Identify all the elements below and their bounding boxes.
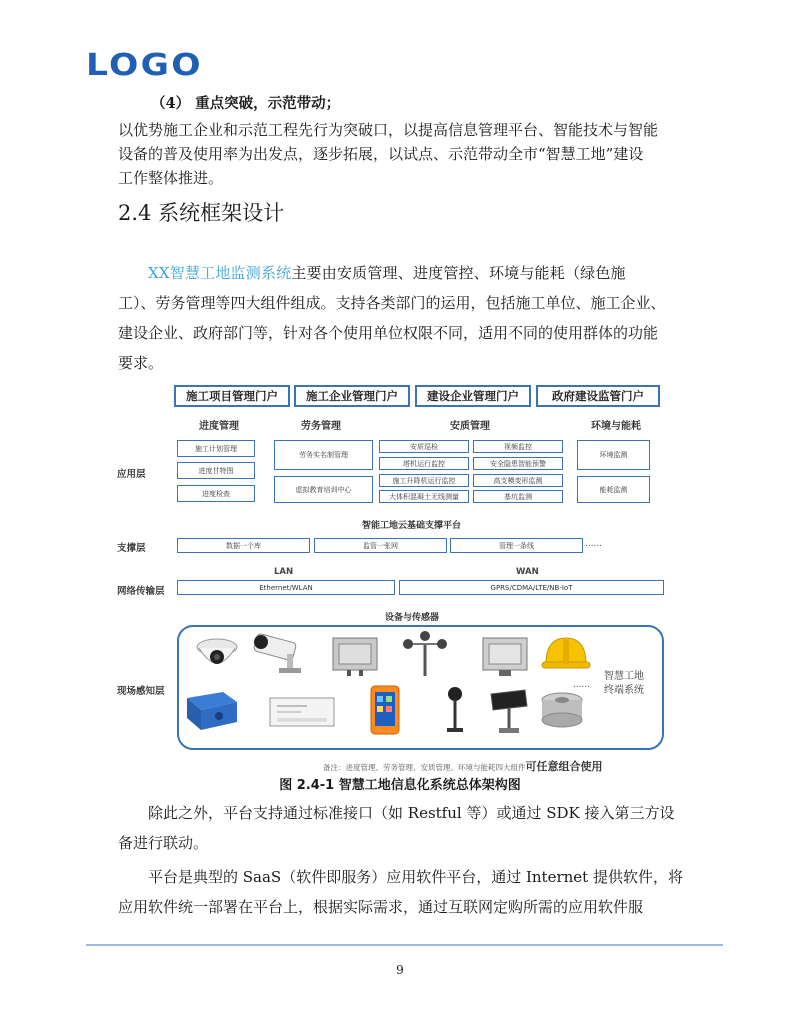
- labor-item: 劳务实名制管理: [274, 440, 373, 470]
- safety-helmet: [540, 630, 592, 678]
- system-name-highlight: XX智慧工地监测系统: [148, 264, 292, 282]
- figure-caption: 图 2.4-1 智慧工地信息化系统总体架构图: [279, 778, 521, 793]
- logo: LOGO: [86, 48, 203, 83]
- safety-item: 安全隐患智能预警: [473, 457, 563, 470]
- network-lan-label: LAN: [274, 567, 294, 577]
- paragraph-line: 平台是典型的 SaaS（软件即服务）应用软件平台，通过 Internet 提供软件，将: [148, 868, 683, 886]
- solar-sensor: [485, 684, 531, 736]
- support-title: 智能工地云基础支撑平台: [362, 521, 462, 531]
- layer-app: 应用层: [117, 469, 146, 480]
- category-safety: 安质管理: [450, 421, 490, 432]
- dome-camera: [193, 632, 241, 674]
- network-wan-label: WAN: [516, 567, 539, 577]
- network-lan-box: Ethernet/WLAN: [177, 580, 395, 595]
- progress-item: 进度检查: [177, 485, 255, 502]
- note-suffix: 可任意组合使用: [525, 760, 603, 773]
- devices-title: 设备与传感器: [385, 613, 440, 623]
- bullet-camera: [249, 630, 309, 676]
- env-item: 环境监测: [577, 440, 650, 470]
- paragraph-line: 工）、劳务管理等四大组件组成。支持各类部门的运用，包括施工单位、施工企业、: [118, 294, 666, 312]
- paragraph-line: 除此之外，平台支持通过标准接口（如 Restful 等）或通过 SDK 接入第三方设: [148, 804, 675, 822]
- layer-support: 支撑层: [117, 543, 146, 554]
- paragraph-line: 建设企业、政府部门等，针对各个使用单位权限不同，适用不同的使用群体的功能: [118, 324, 659, 342]
- device-ellipsis: ……: [573, 680, 590, 690]
- section-title: 2.4 系统框架设计: [118, 201, 285, 225]
- architecture-diagram: [117, 382, 680, 774]
- subsection-heading: （4） 重点突破，示范带动；: [151, 95, 341, 112]
- paragraph-line: 备进行联动。: [118, 834, 209, 852]
- layer-network: 网络传输层: [117, 586, 165, 597]
- paragraph-line: 工作整体推进。: [118, 169, 224, 187]
- anemometer: [400, 630, 450, 680]
- sensor-box: [327, 630, 383, 678]
- load-cell: [537, 686, 587, 734]
- microphone-sensor: [435, 684, 475, 736]
- diagram-note: [323, 758, 603, 774]
- controller-panel: [267, 694, 337, 730]
- portal-building-enterprise: 建设企业管理门户: [415, 385, 531, 407]
- safety-item: 视频监控: [473, 440, 563, 453]
- progress-item: 施工计划管理: [177, 440, 255, 457]
- safety-item: 基坑监测: [473, 490, 563, 503]
- category-labor: 劳务管理: [301, 421, 341, 432]
- page-number: 9: [396, 963, 404, 977]
- safety-item: 大体积混凝土无线测量: [379, 490, 469, 503]
- paragraph-text: 主要由安质管理、进度管控、环境与能耗（绿色施: [291, 264, 626, 282]
- junction-box: [181, 684, 241, 734]
- safety-item: 高支模变形监测: [473, 474, 563, 487]
- portal-government: 政府建设监管门户: [536, 385, 660, 407]
- support-item: 管理一条线: [450, 538, 583, 553]
- category-progress: 进度管理: [199, 421, 239, 432]
- support-item: 监管一张网: [314, 538, 447, 553]
- gateway-box: [477, 630, 533, 678]
- support-item: 数据一个库: [177, 538, 310, 553]
- portal-construction-enterprise: 施工企业管理门户: [294, 385, 410, 407]
- labor-item: 虚拟教育培训中心: [274, 476, 373, 503]
- layer-field: 现场感知层: [117, 686, 165, 697]
- terminal-label: 智慧工地 终端系统: [604, 671, 644, 696]
- paragraph-line: 要求。: [118, 354, 164, 372]
- category-env: 环境与能耗: [591, 421, 641, 432]
- safety-item: 塔机运行监控: [379, 457, 469, 470]
- paragraph-line: 以优势施工企业和示范工程先行为突破口，以提高信息管理平台、智能技术与智能: [118, 121, 659, 139]
- network-wan-box: GPRS/CDMA/LTE/NB-IoT: [399, 580, 664, 595]
- progress-item: 进度甘特图: [177, 462, 255, 479]
- note-prefix: 备注：进度管理、劳务管理、安质管理、环境与能耗四大组件: [323, 763, 526, 772]
- paragraph-line: 应用软件统一部署在平台上，根据实际需求，通过互联网定购所需的应用软件服: [118, 898, 644, 916]
- safety-item: 安质巡检: [379, 440, 469, 453]
- footer-rule: [86, 944, 723, 946]
- portal-construction-project: 施工项目管理门户: [174, 385, 290, 407]
- paragraph-line: [148, 260, 626, 286]
- paragraph-line: 设备的普及使用率为出发点，逐步拓展，以试点、示范带动全市“智慧工地”建设: [118, 145, 644, 163]
- support-ellipsis: ……: [585, 539, 602, 549]
- env-item: 能耗监测: [577, 476, 650, 503]
- safety-item: 施工升降机运行监控: [379, 474, 469, 487]
- tablet: [365, 684, 405, 736]
